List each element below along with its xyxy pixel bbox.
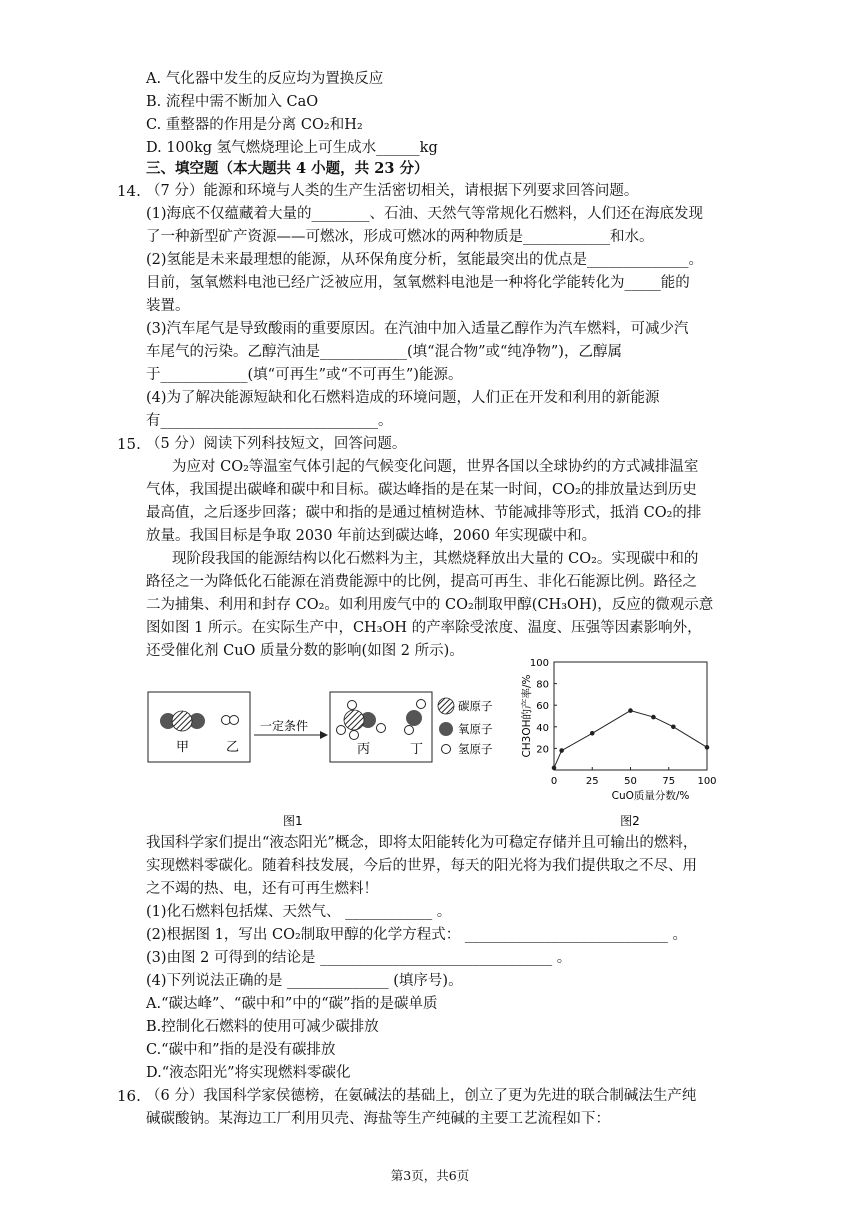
question-number: 16. (117, 1087, 141, 1105)
arrow-head (320, 731, 328, 739)
label-bing: 丙 (357, 742, 371, 757)
legend-oxygen-label: 氧原子 (458, 722, 493, 736)
y-tick-label: 60 (536, 701, 549, 713)
figure-1-caption: 图1 (283, 814, 303, 828)
h2o-h2 (417, 700, 426, 709)
text-line: 气体，我国提出碳峰和碳中和目标。碳达峰指的是在某一时间，CO₂的排放量达到历史 (146, 482, 697, 498)
text-line: 现阶段我国的能源结构以化石燃料为主，其燃烧释放出大量的 CO₂。实现碳中和的 (172, 551, 699, 567)
text-line: D.“液态阳光”将实现燃料零碳化 (146, 1065, 351, 1081)
text-line: B. 流程中需不断加入 CaO (146, 94, 319, 110)
label-yi: 乙 (226, 740, 240, 755)
text-line: 车尾气的污染。乙醇汽油是____________(填“混合物”或“纯净物”)，乙醇属 (146, 344, 622, 360)
data-point (628, 708, 633, 713)
text-line: 目前，氢氧燃料电池已经广泛被应用，氢氧燃料电池是一种将化学能转化为_____能的 (146, 275, 690, 291)
h2-h2 (230, 716, 239, 725)
legend-carbon-label: 碳原子 (458, 699, 493, 713)
text-line: (1)化石燃料包括煤、天然气、 ____________ 。 (146, 904, 452, 920)
ch3oh-h2 (337, 726, 346, 735)
text-line: 了一种新型矿产资源——可燃冰，形成可燃冰的两种物质是____________和水。 (146, 229, 654, 245)
text-line: 图如图 1 所示。在实际生产中，CH₃OH 的产率除受浓度、温度、压强等因素影响外， (146, 620, 702, 636)
text-line: (3)汽车尾气是导致酸雨的重要原因。在汽油中加入适量乙醇作为汽车燃料，可减少汽 (146, 321, 689, 337)
text-line: 碱碳酸钠。某海边工厂利用贝壳、海盐等生产纯碱的主要工艺流程如下： (146, 1111, 610, 1127)
ch3oh-h3 (350, 731, 359, 740)
data-point (590, 731, 595, 736)
h2o-o (406, 710, 422, 726)
text-line: （7 分）能源和环境与人类的生产生活密切相关，请根据下列要求回答问题。 (146, 183, 639, 199)
x-tick-label: 50 (624, 776, 637, 787)
reaction-condition: 一定条件 (260, 719, 309, 733)
text-line: A.“碳达峰”、“碳中和”中的“碳”指的是碳单质 (146, 996, 438, 1012)
text-line: (2)根据图 1，写出 CO₂制取甲醇的化学方程式： ____________________________ 。 (146, 927, 687, 943)
h2o-h1 (405, 726, 414, 735)
figure-1-reaction-diagram (140, 680, 510, 830)
y-tick-label: 40 (536, 722, 549, 734)
x-tick-label: 100 (697, 776, 717, 787)
legend-hydrogen-label: 氢原子 (458, 742, 493, 756)
label-jia: 甲 (176, 740, 190, 755)
ch3oh-h4 (377, 724, 386, 733)
text-line: (1)海底不仅蕴藏着大量的________、石油、天然气等常规化石燃料，人们还在海底发现 (146, 206, 704, 222)
x-tick-label: 75 (662, 776, 676, 787)
text-line: 三、填空题（本大题共 4 小题，共 23 分） (146, 160, 429, 177)
text-line: 二为捕集、利用和封存 CO₂。如利用废气中的 CO₂制取甲醇(CH₃OH)，反应的微观示意 (146, 597, 714, 613)
data-point (671, 725, 676, 730)
text-line: 实现燃料零碳化。随着科技发展，今后的世界，每天的阳光将为我们提供取之不尽、用 (146, 858, 697, 874)
data-point (559, 748, 564, 753)
question-number: 14. (117, 182, 141, 200)
x-axis-label: CuO质量分数/% (611, 790, 690, 802)
y-tick-label: 20 (536, 744, 549, 756)
plot-frame (554, 662, 707, 770)
text-line: (4)为了解决能源短缺和化石燃料造成的环境问题，人们正在开发和利用的新能源 (146, 390, 660, 406)
text-line: A. 气化器中发生的反应均为置换反应 (146, 71, 384, 87)
text-line: 路径之一为降低化石能源在消费能源中的比例，提高可再生、非化石能源比例。路径之 (146, 574, 697, 590)
legend-carbon-icon (438, 698, 454, 714)
ch3oh-h1 (348, 701, 357, 710)
legend-hydrogen-icon (442, 745, 451, 754)
legend-oxygen-icon (439, 722, 453, 736)
data-point (651, 715, 656, 720)
text-line: 装置。 (146, 298, 190, 314)
y-tick-label: 80 (536, 679, 549, 691)
co2-carbon (172, 711, 192, 731)
text-line: B.控制化石燃料的使用可减少碳排放 (146, 1019, 379, 1035)
text-line: (2)氢能是未来最理想的能源，从环保角度分析，氢能最突出的优点是______________。 (146, 252, 704, 268)
text-line: 于____________(填“可再生”或“不可再生”)能源。 (146, 367, 463, 383)
text-line: C.“碳中和”指的是没有碳排放 (146, 1042, 336, 1058)
figure-2-chart (512, 652, 727, 830)
x-tick-label: 25 (585, 776, 599, 787)
text-line: (4)下列说法正确的是 ______________ (填序号)。 (146, 973, 463, 989)
figure-2-caption: 图2 (620, 814, 640, 828)
text-line: 放量。我国目标是争取 2030 年前达到碳达峰，2060 年实现碳中和。 (146, 528, 597, 544)
y-axis-label: CH3OH的产率/% (521, 674, 533, 758)
ch3oh-c (344, 710, 364, 730)
y-tick-label: 100 (529, 658, 549, 669)
data-line (554, 711, 707, 768)
text-line: （5 分）阅读下列科技短文，回答问题。 (146, 436, 407, 452)
text-line: 还受催化剂 CuO 质量分数的影响(如图 2 所示)。 (146, 643, 464, 659)
text-line: (3)由图 2 可得到的结论是 ________________________________ 。 (146, 950, 572, 966)
data-point (705, 745, 710, 750)
data-point (552, 766, 557, 771)
page-footer: 第3页，共6页 (390, 1168, 470, 1183)
text-line: C. 重整器的作用是分离 CO₂和H₂ (146, 117, 363, 133)
text-line: 最高值，之后逐步回落；碳中和指的是通过植树造林、节能减排等形式，抵消 CO₂的排 (146, 505, 702, 521)
text-line: 之不竭的热、电，还有可再生燃料！ (146, 881, 378, 897)
question-number: 15. (117, 435, 141, 453)
text-line: （6 分）我国科学家侯德榜，在氨碱法的基础上，创立了更为先进的联合制碱法生产纯 (146, 1088, 697, 1104)
label-ding: 丁 (410, 742, 424, 757)
text-line: 我国科学家们提出“液态阳光”概念，即将太阳能转化为可稳定存储并且可输出的燃料， (146, 835, 698, 851)
text-line: 有______________________________。 (146, 413, 393, 429)
text-line: D. 100kg 氢气燃烧理论上可生成水______kg (146, 140, 438, 156)
x-tick-label: 0 (550, 776, 558, 787)
text-line: 为应对 CO₂等温室气体引起的气候变化问题，世界各国以全球协约的方式减排温室 (172, 459, 699, 475)
